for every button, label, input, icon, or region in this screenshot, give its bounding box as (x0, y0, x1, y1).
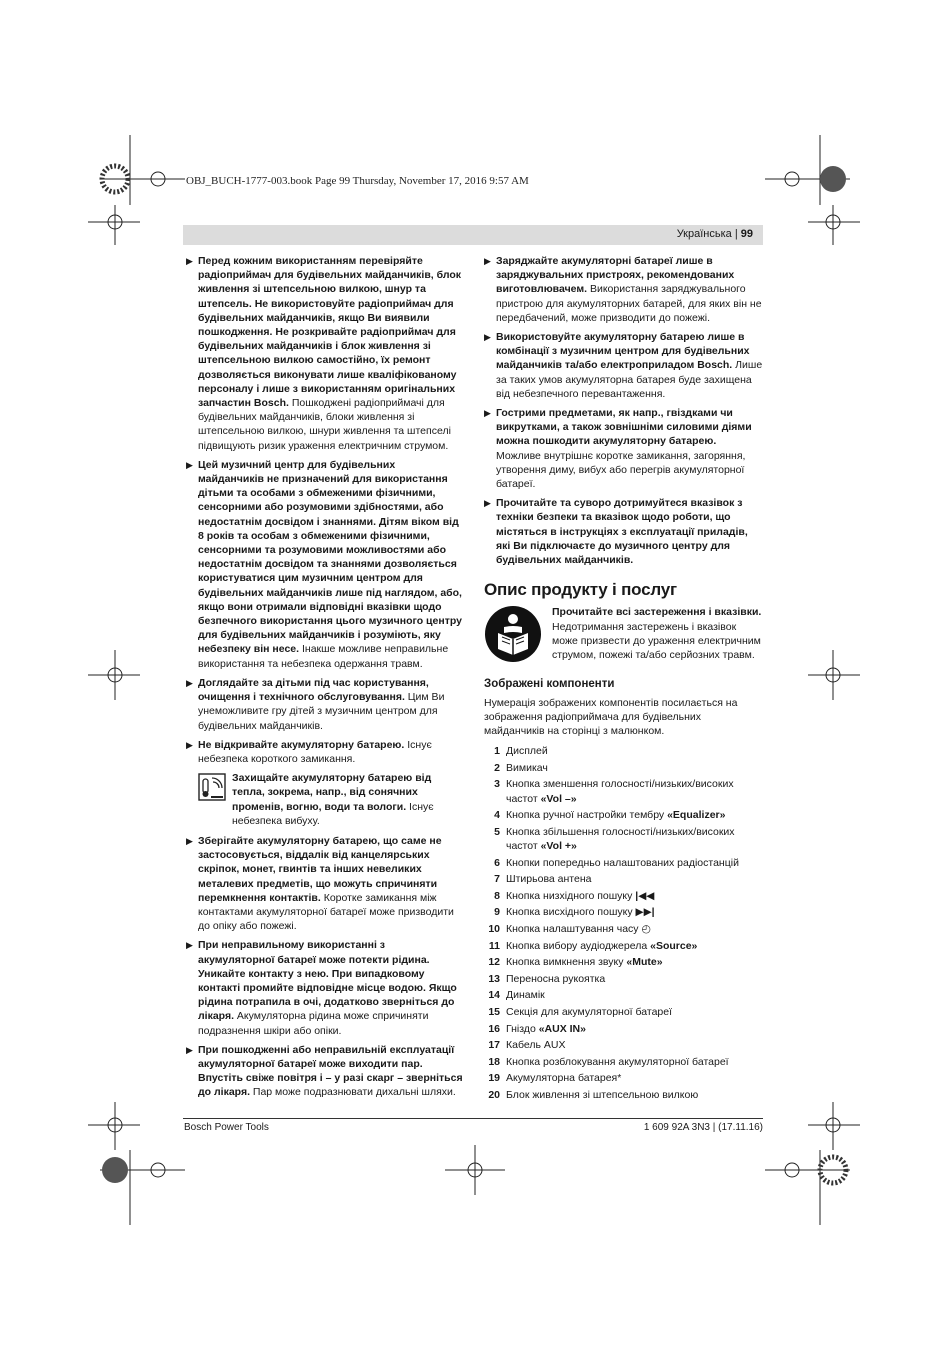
item-text: Кабель AUX (506, 1039, 566, 1052)
read-manual-note (484, 605, 764, 665)
item-text: Кнопка зменшення голосності/низьких/високих частот (506, 778, 734, 805)
book-file-header: OBJ_BUCH-1777-003.book Page 99 Thursday, November 17, 2016 9:57 AM (186, 175, 529, 187)
bullet-arrow-icon: ▶ (484, 408, 491, 419)
left-column (186, 254, 463, 1105)
item-text: Вимикач (506, 761, 548, 774)
warning-text: Пар може подразнювати дихальні шляхи. (250, 1086, 456, 1099)
components-list (484, 744, 764, 1102)
warning-item (186, 254, 463, 453)
item-text: Кнопки попередньо налаштованих радіостанцій (506, 856, 739, 869)
bullet-arrow-icon: ▶ (186, 835, 193, 846)
note-text: Недотримання застережень і вказівок може призвести до ураження електричним струмом, пожежі та/або серйозних травм. (552, 620, 761, 662)
list-item (484, 955, 764, 969)
item-text: Кнопка збільшення голосності/низьких/високих частот (506, 825, 735, 853)
bullet-arrow-icon: ▶ (484, 256, 491, 266)
list-item (484, 972, 764, 986)
item-text: Динамік (506, 989, 545, 1002)
list-item (484, 825, 764, 853)
list-item (484, 808, 764, 822)
warning-text: Можливе внутрішнє коротке замикання, загоряння, утворення диму, вибух або перегрів акумуляторної батареї. (496, 449, 746, 491)
bullet-arrow-icon: ▶ (186, 677, 193, 688)
warning-text: Коротке замикання між контактами акумуляторної батареї може призводити до опіку або пожежі. (198, 891, 454, 933)
bullet-arrow-icon: ▶ (186, 256, 193, 266)
item-number: 9 (494, 906, 500, 919)
page-number: 99 (740, 228, 753, 240)
list-item (484, 744, 764, 758)
list-item (484, 939, 764, 953)
footer-brand: Bosch Power Tools (184, 1122, 269, 1133)
right-column (484, 254, 764, 1105)
heat-sun-icon (198, 773, 226, 801)
warning-text: Лише за таких умов акумуляторна батарея буде захищена від небезпечного перевантаження. (496, 359, 763, 400)
warning-text: Пошкоджені радіоприймачі для будівельних майданчиків, блоки живлення зі штепсельною вилкою, шнури живлення та штепселі підвищують ризик ураження електричним струмом. (198, 397, 451, 452)
item-text: Кнопка вимкнення звуку (506, 956, 627, 969)
warning-item (186, 738, 463, 766)
list-item (484, 905, 764, 919)
item-number: 17 (488, 1039, 500, 1052)
warning-item (484, 254, 764, 325)
item-number: 11 (488, 939, 500, 952)
warning-bold: Не відкривайте акумуляторну батарею. (198, 738, 405, 751)
warning-bold: Перед кожним використанням перевіряйте радіоприймач для будівельних майданчиків, блок живлення зі штепсельною вилкою, шнур та штепсель. Не використовуйте радіоприймач для будівельних майданчиків, якщо Ви виявили пошкодження. Не розкривайте радіоприймач для будівельних майданчиків і блок живлення зі штепсельною вилкою самостійно, їх ремонт дозволяється виконувати лише кваліфікованому персоналу і лише з використанням оригінальних запчастин Bosch. (198, 255, 462, 410)
item-tail: «Equalizer» (667, 809, 726, 822)
item-text: Акумуляторна батарея* (506, 1072, 622, 1085)
item-text: Блок живлення зі штепсельною вилкою (506, 1088, 699, 1101)
list-item (484, 922, 764, 936)
list-item (484, 1055, 764, 1069)
list-item (484, 1022, 764, 1036)
warning-bold: Доглядайте за дітьми під час користування, очищення і технічного обслуговування. (198, 676, 429, 704)
item-number: 10 (488, 923, 500, 936)
warning-item (484, 330, 764, 401)
item-text: Кнопка ручної настройки тембру (506, 809, 668, 822)
item-number: 19 (488, 1072, 500, 1085)
note-bold: Прочитайте всі застереження і вказівки. (552, 606, 762, 619)
list-item (484, 872, 764, 886)
warning-item (484, 406, 764, 491)
item-tail: «Mute» (626, 956, 663, 969)
warning-item (484, 496, 764, 567)
section-title: Опис продукту і послуг (484, 580, 677, 600)
warning-text: Існує небезпека вибуху. (232, 800, 434, 827)
item-text: Переносна рукоятка (506, 972, 606, 985)
item-text: Штирьова антена (506, 873, 592, 886)
warning-bold: Прочитайте та суворо дотримуйтеся вказівок з техніки безпеки та вказівок щодо роботи, що містяться в інструкціях з експлуатації приладів, які Ви підключаєте до музичного центру для будівельних майданчиків. (496, 497, 748, 567)
item-number: 4 (494, 809, 500, 822)
item-number: 12 (488, 956, 500, 969)
item-number: 2 (494, 761, 500, 774)
list-item (484, 856, 764, 870)
clock-icon: ◴ (641, 923, 651, 936)
warning-item (186, 458, 463, 671)
item-text: Кнопка низхідного пошуку (506, 889, 636, 902)
warning-bold: Гострими предметами, як напр., гвіздками чи викрутками, а також зовнішніми силовими діями можна пошкодити акумуляторну батарею. (496, 407, 752, 448)
footer-doc-number: 1 609 92A 3N3 | (17.11.16) (643, 1122, 763, 1133)
item-number: 3 (494, 778, 500, 791)
read-manual-icon (484, 605, 542, 663)
item-number: 13 (488, 972, 500, 985)
bullet-arrow-icon: ▶ (186, 739, 193, 750)
item-number: 14 (488, 989, 500, 1002)
footer-rule (183, 1118, 763, 1119)
warning-item (186, 938, 463, 1037)
list-item (484, 777, 764, 805)
item-tail: «AUX IN» (538, 1022, 586, 1035)
list-item (484, 1088, 764, 1102)
warning-text: Акумуляторна рідина може спричиняти подразнення шкіри або опіки. (198, 1010, 429, 1037)
item-tail: «Vol –» (540, 792, 577, 805)
components-intro: Нумерація зображених компонентів посилається на зображення радіоприймача для будівельних майданчиків на сторінці з малюнком. (484, 696, 738, 738)
warning-bold: Використовуйте акумуляторну батарею лише в комбінації з музичним центром для будівельних майданчиків та/або електроприладом Bosch. (496, 331, 750, 372)
heat-warning (186, 771, 463, 828)
list-item (484, 1071, 764, 1085)
item-text: Кнопка вибору аудіоджерела (506, 939, 651, 952)
item-text: Кнопка налаштування часу (506, 923, 642, 936)
page-header-text: Українська | 99 (676, 228, 753, 240)
list-item (484, 761, 764, 775)
item-text: Дисплей (506, 745, 548, 758)
item-tail: «Vol +» (540, 840, 577, 853)
subsection-title: Зображені компоненти (484, 678, 615, 691)
bullet-arrow-icon: ▶ (186, 1044, 193, 1055)
warning-bold: Заряджайте акумуляторні батареї лише в заряджувальних пристроях, рекомендованих виготовлювачем. (496, 255, 735, 296)
item-text: Гніздо (506, 1022, 539, 1035)
bullet-arrow-icon: ▶ (186, 459, 193, 470)
warning-item (186, 1043, 463, 1100)
seek-down-icon: |◀◀ (635, 889, 655, 902)
item-number: 15 (488, 1006, 500, 1018)
item-number: 5 (494, 825, 500, 838)
language-label: Українська (676, 228, 732, 240)
seek-up-icon: ▶▶| (635, 906, 655, 919)
warning-bold: Зберігайте акумуляторну батарею, що саме не застосовується, віддалік від канцелярських скріпок, монет, гвинтів та інших невеликих металевих предметів, що можуть спричиняти перемкнення контактів. (198, 834, 442, 904)
bullet-arrow-icon: ▶ (186, 940, 193, 951)
warning-bold: При пошкодженні або неправильній експлуатації акумуляторної батареї може виходити пар. Впустіть свіже повітря і – у разі скарг – зверніться до лікаря. (198, 1043, 463, 1099)
item-number: 6 (494, 856, 500, 869)
list-item (484, 1005, 764, 1019)
warning-text: Використання заряджувального пристрою для акумуляторних батарей, для яких він не передбачений, може призводити до пожежі. (496, 283, 762, 324)
bullet-arrow-icon: ▶ (484, 332, 491, 343)
warning-bold: Цей музичний центр для будівельних майданчиків не призначений для використання дітьми та особами з обмеженими фізичними, сенсорними або розумовими здібностями, або недостатнім досвідом і знаннями. Дітям віком від 8 років та особам з обмеженими фізичними, сенсорними та розумовими можливостями або недостатнім досвідом та знаннями дозволяється користуватися цим музичним центром для будівельних майданчиків лише під наглядом, або, якщо вони отримали відповідні вказівки щодо безпечного використання цього музичного центру для будівельних майданчиків і розуміють, яку небезпеку він несе. (198, 458, 462, 656)
warning-text: Цим Ви унеможливите гру дітей з музичним центром для будівельних майданчиків. (198, 691, 445, 732)
item-number: 20 (488, 1088, 500, 1101)
list-item (484, 988, 764, 1002)
warning-text: Існує небезпека короткого замикання. (198, 738, 432, 765)
warning-item (186, 676, 463, 733)
warning-bold: При неправильному використанні з акумуляторної батареї може потекти рідина. Уникайте контакту з нею. При випадковому контакті промийте відповідне місце водою. Якщо рідина потрапила в очі, додатково зверніться до лікаря. (198, 939, 457, 1023)
warning-item (186, 834, 463, 933)
item-number: 8 (494, 889, 500, 902)
page-header-band (183, 225, 763, 245)
warning-text: Інакше можливе неправильне використання та небезпека одержання травм. (198, 643, 449, 670)
list-item (484, 889, 764, 903)
warning-bold: Захищайте акумуляторну батарею від тепла, зокрема, напр., від сонячних променів, вогню, води та вологи. (232, 772, 432, 813)
item-tail: «Source» (650, 939, 698, 952)
item-text: Кнопка висхідного пошуку (506, 906, 636, 919)
item-number: 1 (494, 745, 500, 758)
item-number: 16 (488, 1022, 500, 1035)
item-text: Кнопка розблокування акумуляторної батареї (506, 1055, 729, 1068)
item-number: 18 (488, 1055, 500, 1068)
item-text: Секція для акумуляторної батареї (506, 1006, 673, 1018)
item-number: 7 (494, 873, 500, 886)
bullet-arrow-icon: ▶ (484, 498, 491, 509)
list-item (484, 1038, 764, 1052)
